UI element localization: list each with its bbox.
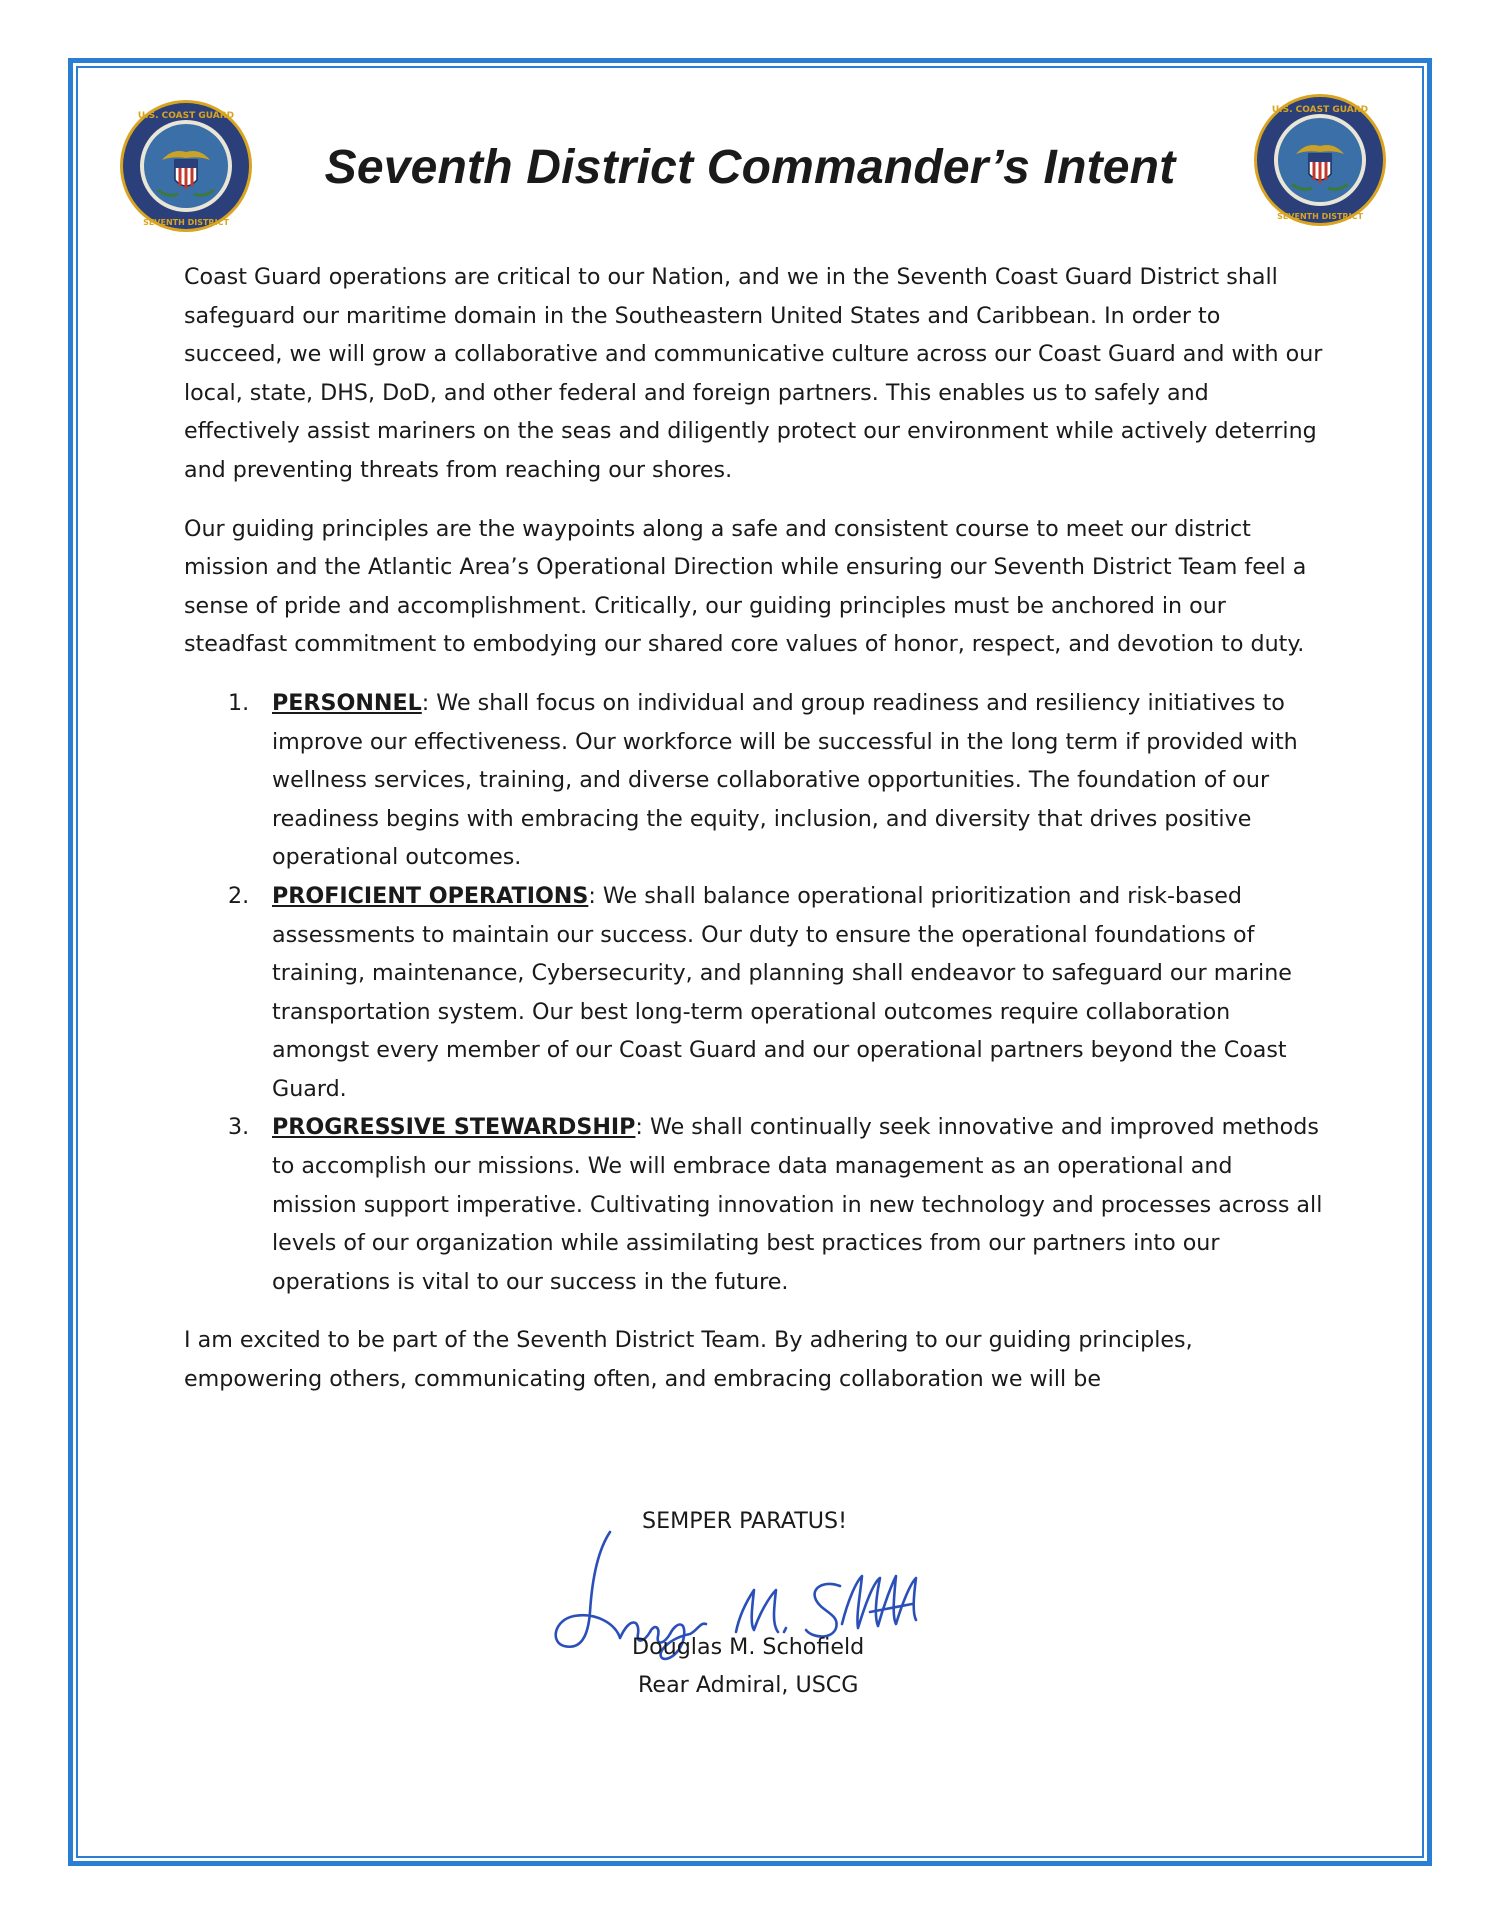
coast-guard-seal-right [1252, 92, 1388, 228]
document-title: Seventh District Commander’s Intent [324, 141, 1176, 194]
principle-name: PROFICIENT OPERATIONS [272, 882, 589, 909]
intro-paragraph: Coast Guard operations are critical to our Nation, and we in the Seventh Coast Guard District shall safeguard our maritime domain in the Southeastern United States and Caribbean. In order to succeed, we will grow a collaborative and communicative culture across our Coast Guard and with our local, state, DHS, DoD, and other federal and foreign partners. This enables us to safely and effectively assist mariners on the seas and diligently protect our environment while actively deterring and preventing threats from reaching our shores. [184, 264, 1323, 483]
principle-item [184, 877, 1324, 1109]
closing-paragraph: I am excited to be part of the Seventh District Team. By adhering to our guiding principles, empowering others, communicating often, and embracing collaboration we will be [184, 1327, 1193, 1393]
closing-salutation: SEMPER PARATUS! [642, 1508, 847, 1534]
principles-list [184, 684, 1324, 1302]
principle-number: 1. [228, 689, 250, 716]
principle-item [184, 1108, 1324, 1301]
signer-name: Douglas M. Schofield [632, 1634, 865, 1660]
principle-text: : We shall continually seek innovative and improved methods to accomplish our missions. We will embrace data management as an operational and mission support imperative. Cultivating innovation in new technology and processes across all levels of our organization while assimilating best practices from our partners into our operations is vital to our success in the future. [272, 1114, 1323, 1295]
seal-text-bottom: SEVENTH DISTRICT [1277, 212, 1363, 221]
coast-guard-seal-left [118, 98, 254, 234]
principle-text: : We shall balance operational prioritization and risk-based assessments to maintain our success. Our duty to ensure the operational foundations of training, maintenance, Cybersecurity, and planning shall endeavor to safeguard our marine transportation system. Our best long-term operational outcomes require collaboration amongst every member of our Coast Guard and our operational partners beyond the Coast Guard. [272, 882, 1292, 1102]
principle-name: PROGRESSIVE STEWARDSHIP [272, 1114, 636, 1141]
document-body [184, 258, 1324, 1419]
seal-text-top: U.S. COAST GUARD [1271, 105, 1369, 115]
principle-item [184, 684, 1324, 877]
principle-text: : We shall focus on individual and group readiness and resiliency initiatives to improve our effectiveness. Our workforce will be successful in the long term if provided with wellness services, training, and diverse collaborative opportunities. The foundation of our readiness begins with embracing the equity, inclusion, and diversity that drives positive operational outcomes. [272, 689, 1298, 871]
principle-number: 2. [228, 882, 250, 909]
seal-text-bottom: SEVENTH DISTRICT [143, 218, 229, 227]
principle-name: PERSONNEL [272, 689, 422, 716]
guiding-principles-paragraph: Our guiding principles are the waypoints along a safe and consistent course to meet our district mission and the Atlantic Area’s Operational Direction while ensuring our Seventh District Team feel a sense of pride and accomplishment. Critically, our guiding principles must be anchored in our steadfast commitment to embodying our shared core values of honor, respect, and devotion to duty. [184, 515, 1307, 658]
principle-number: 3. [228, 1114, 250, 1141]
seal-text-top: U.S. COAST GUARD [137, 111, 235, 121]
signer-title: Rear Admiral, USCG [638, 1672, 859, 1698]
signature-block [540, 1502, 980, 1702]
